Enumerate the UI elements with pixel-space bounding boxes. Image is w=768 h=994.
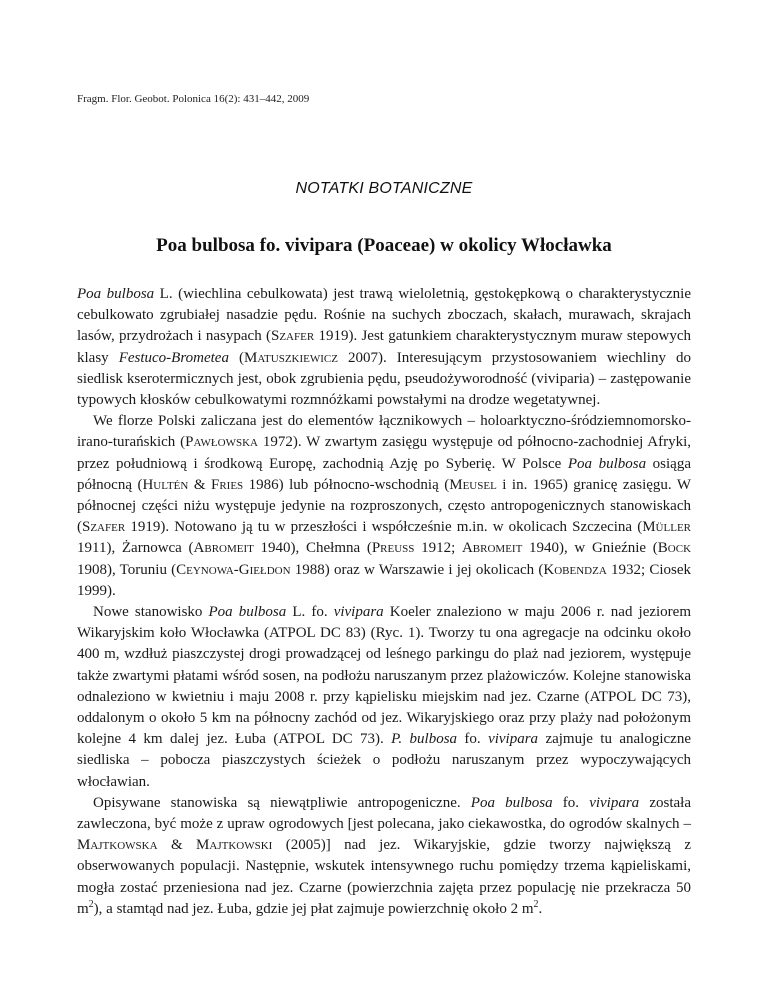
author-citation: Hultén (142, 476, 189, 493)
species-name: Poa bulbosa (77, 286, 155, 302)
text: & (157, 837, 197, 854)
text: 1912; (414, 540, 462, 557)
author-citation: Szafer (82, 519, 126, 536)
text: 1908), Toruniu ( (77, 561, 177, 578)
author-citation: Majtkowska (77, 837, 158, 854)
author-citation: Matuszkiewicz (243, 349, 338, 366)
section-heading: NOTATKI BOTANICZNE (295, 180, 473, 197)
superscript: 2 (88, 898, 94, 910)
text: 1919). Jest gatunkiem charakterystycznym muraw stepowych klasy (77, 328, 691, 366)
text: została zawleczona, być może z upraw ogrodowych [jest polecana, jako ciekawostka, do ogrodów skalnych – (77, 794, 691, 833)
text: ), a stamtąd nad jez. Łuba, gdzie jej płat zajmuje powierzchnię około 2 m (93, 900, 534, 917)
form-name: vivipara (333, 604, 384, 621)
author-citation: Bock (657, 540, 692, 557)
text: 1932; Ciosek 1999). (77, 561, 691, 599)
text: fo. (457, 731, 489, 748)
form-name: vivipara (589, 794, 640, 811)
text: Opisywane stanowiska są niewątpliwie antropogeniczne. (93, 794, 471, 811)
author-citation: Pawłowska (185, 434, 258, 451)
text: 1972). W zwartym zasięgu występuje od północno-zachodniej Afryki, przez południową i środkową Europę, zachodnią Azję po Syberię. W Polsce (77, 434, 692, 472)
author-citation: Fries (210, 476, 244, 493)
text: . (538, 900, 543, 917)
author-citation: Ceynowa-Giełdon (176, 561, 291, 578)
form-name: vivipara (488, 731, 539, 748)
superscript: 2 (533, 898, 539, 910)
text: 1988) oraz w Warszawie i jej okolicach ( (290, 561, 544, 578)
author-citation: Szafer (270, 328, 315, 345)
text: (2005)] nad jez. Wikaryjskie, gdzie tworzy największą z obserwowanych populacji. Następnie, wskutek intensywnego ruchu pomiędzy trzema kąpieliskami, mogła zostać przeniesiona nad jez. Czarne (powierzchnia zajęta przez populację nie przekracza 50 m (77, 837, 691, 917)
text: 1940), w Gnieźnie ( (522, 540, 658, 557)
text: fo. (552, 794, 590, 811)
species-name: P. bulbosa (391, 731, 458, 748)
author-citation: Abromeit (461, 540, 523, 557)
text: osiąga północną ( (77, 455, 691, 493)
text: Nowe stanowisko (93, 604, 209, 621)
text: 1940), Chełmna ( (253, 540, 372, 557)
text: L. (wiechlina cebulkowata) jest trawą wieloletnią, gęstokępkową o charakterystycznie cebulkowato zgrubiałej nasadzie pędu. Rośnie na suchych zboczach, skałach, murawach, skrajach lasów, przydrożach i nasypach ( (77, 286, 691, 345)
text: 1986) lub północno-wschodnią ( (243, 476, 450, 493)
text: 1919). Notowano ją tu w przeszłości i współcześnie m.in. w okolicach Szczecina ( (125, 519, 643, 536)
author-citation: Kobendza (543, 561, 607, 578)
author-citation: Majtkowski (196, 837, 273, 854)
class-name: Festuco-Brometea (118, 349, 229, 366)
article-title: Poa bulbosa fo. vivipara (Poaceae) w okolicy Włocławka (156, 235, 612, 256)
paragraph-4 (77, 793, 691, 920)
paragraph-1 (77, 284, 691, 411)
author-citation: Abromeit (193, 540, 254, 557)
journal-citation: Fragm. Flor. Geobot. Polonica 16(2): 431–442, 2009 (77, 93, 310, 105)
text: We florze Polski zaliczana jest do elementów łącznikowych – holoarktyczno-śródziemnomorsko-irano-turańskich ( (77, 413, 691, 451)
species-name: Poa bulbosa (567, 455, 647, 472)
text: i in. 1965) granicę zasięgu. W północnej części niżu występuje jedynie na rozproszonych, często antropogenicznych stanowiskach ( (77, 476, 692, 536)
author-citation: Müller (642, 519, 691, 536)
text: zajmuje tu analogiczne siedliska – pobocza piaszczystych ścieżek o podłożu naruszanym przez wypoczywających włocławian. (77, 731, 691, 790)
article-body (77, 284, 691, 920)
author-citation: Meusel (449, 476, 497, 493)
author-citation: Preuss (371, 540, 415, 557)
text: 1911), Żarnowca ( (77, 540, 194, 557)
text: Koeler znaleziono w maju 2006 r. nad jeziorem Wikaryjskim koło Włocławka (ATPOL DC 83) (Ryc. 1). Tworzy tu ona agregacje na odcinku około 400 m, wzdłuż piaszczystej drogi prowadzącej od leśnego parkingu do plaż nad jeziorem, występuje także zwartymi płatami wśród sosen, na podłożu naruszanym przez plażowiczów. Kolejne stanowiska odnaleziono w kwietniu i maju 2008 r. przy kąpielisku miejskim nad jez. Czarne (ATPOL DC 73), oddalonym o około 5 km na północny zachód od jez. Wikaryjskiego oraz przy plaży nad położonym kolejne 4 km dalej jez. Łuba (ATPOL DC 73). (77, 604, 692, 748)
paragraph-3 (77, 602, 691, 793)
text: 2007). Interesującym przystosowaniem wiechliny do siedlisk kserotermicznych jest, obok zgrubienia pędu, pseudożyworodność (viviparia) – zastępowanie typowych kłosków cebulkowatymi rozmnóżkami powstałymi na drodze wegetatywnej. (77, 349, 691, 409)
text: ( (228, 349, 244, 366)
text: L. fo. (286, 604, 334, 621)
species-name: Poa bulbosa (208, 604, 287, 621)
species-name: Poa bulbosa (470, 794, 553, 811)
paragraph-2 (77, 411, 691, 602)
text: & (188, 476, 211, 493)
